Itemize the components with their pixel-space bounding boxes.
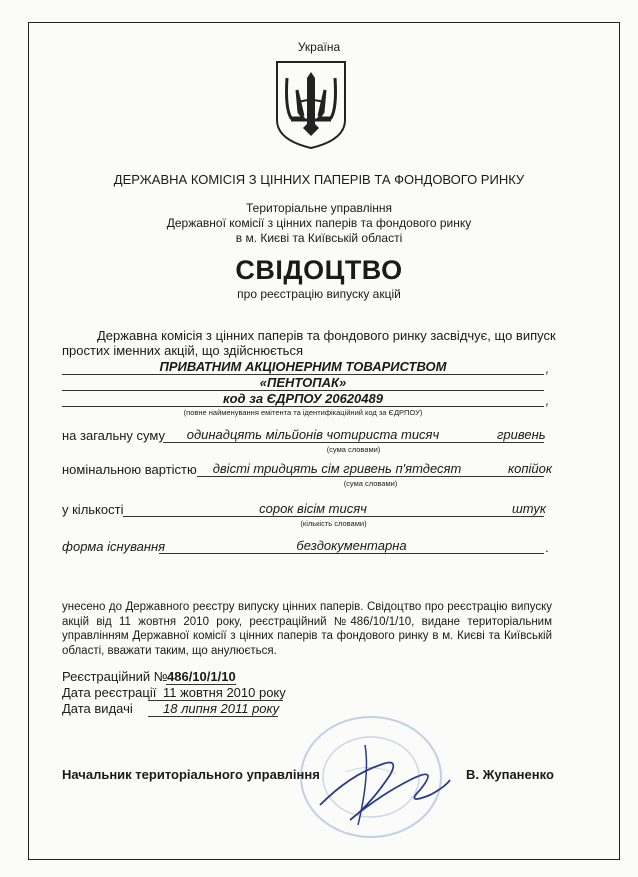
issuer-caption: (повне найменування емітента та ідентифікаційний код за ЄДРПОУ) [183, 408, 423, 417]
reg-number-label: Реєстраційний № [62, 669, 168, 684]
quantity-unit: штук [512, 501, 546, 516]
total-unit: гривень [497, 427, 546, 442]
issuer-comma-2: , [545, 393, 549, 408]
document-title: СВІДОЦТВО [235, 255, 403, 285]
nominal-caption: (сума словами) [343, 479, 398, 488]
issuer-name: ПРИВАТНИМ АКЦІОНЕРНИМ ТОВАРИСТВОМ [159, 359, 447, 374]
signature [310, 735, 460, 835]
form-value: бездокументарна [296, 538, 407, 553]
total-value: одинадцять мільйонів чотириста тисяч [186, 427, 440, 442]
nominal-label: номінальною вартістю [62, 462, 197, 477]
signatory-position: Начальник територіального управління [62, 767, 320, 782]
form-label: форма існування [62, 539, 166, 554]
quantity-value: сорок вісім тисяч [259, 501, 367, 516]
issuer-edrpou: код за ЄДРПОУ 20620489 [223, 391, 383, 406]
quantity-label: у кількості [62, 502, 124, 517]
issue-date-value: 18 липня 2011 року [163, 701, 280, 716]
commission-name: ДЕРЖАВНА КОМІСІЯ З ЦІННИХ ПАПЕРІВ ТА ФОНДОВОГО РИНКУ [113, 172, 525, 187]
nominal-value: двісті тридцять сім гривень п'ятдесят [212, 461, 462, 476]
signatory-name: В. Жупаненко [466, 767, 554, 782]
country-name: Україна [297, 40, 341, 54]
nominal-unit: копійок [508, 461, 553, 476]
issue-date-label: Дата видачі [62, 701, 133, 716]
total-label: на загальну суму [62, 428, 165, 443]
reg-date-label: Дата реєстрації [62, 685, 157, 700]
document-subtitle: про реєстрацію випуску акцій [237, 287, 401, 301]
intro-line-2: простих іменних акцій, що здійснюється [62, 343, 303, 358]
reg-date-value: 11 жовтня 2010 року [163, 685, 286, 700]
registry-paragraph: унесено до Державного реєстру випуску цінних паперів. Свідоцтво про реєстрацію випуску акцій від 11 жовтня 2010 року, реєстраційний №486/10/1/10, видане територіальним управлінням Державної комісії з цінних паперів та фондового ринку в м. Києві та Київській області, вважати таким, що анулюється. [62, 601, 552, 657]
issuer-comma: , [545, 361, 549, 376]
reg-number-value: 486/10/1/10 [167, 669, 236, 684]
dept-line-2: Державної комісії з цінних паперів та фондового ринку [166, 216, 472, 230]
total-caption: (сума словами) [326, 445, 381, 454]
quantity-caption: (кількість словами) [300, 519, 367, 528]
dept-line-3: в м. Києві та Київській області [235, 231, 403, 245]
trident-icon [273, 58, 349, 150]
dept-line-1: Територіальне управління [245, 201, 392, 215]
form-end: . [545, 540, 549, 555]
intro-line-1: Державна комісія з цінних паперів та фондового ринку засвідчує, що випуск [97, 328, 556, 343]
issuer-short-name: «ПЕНТОПАК» [259, 375, 347, 390]
